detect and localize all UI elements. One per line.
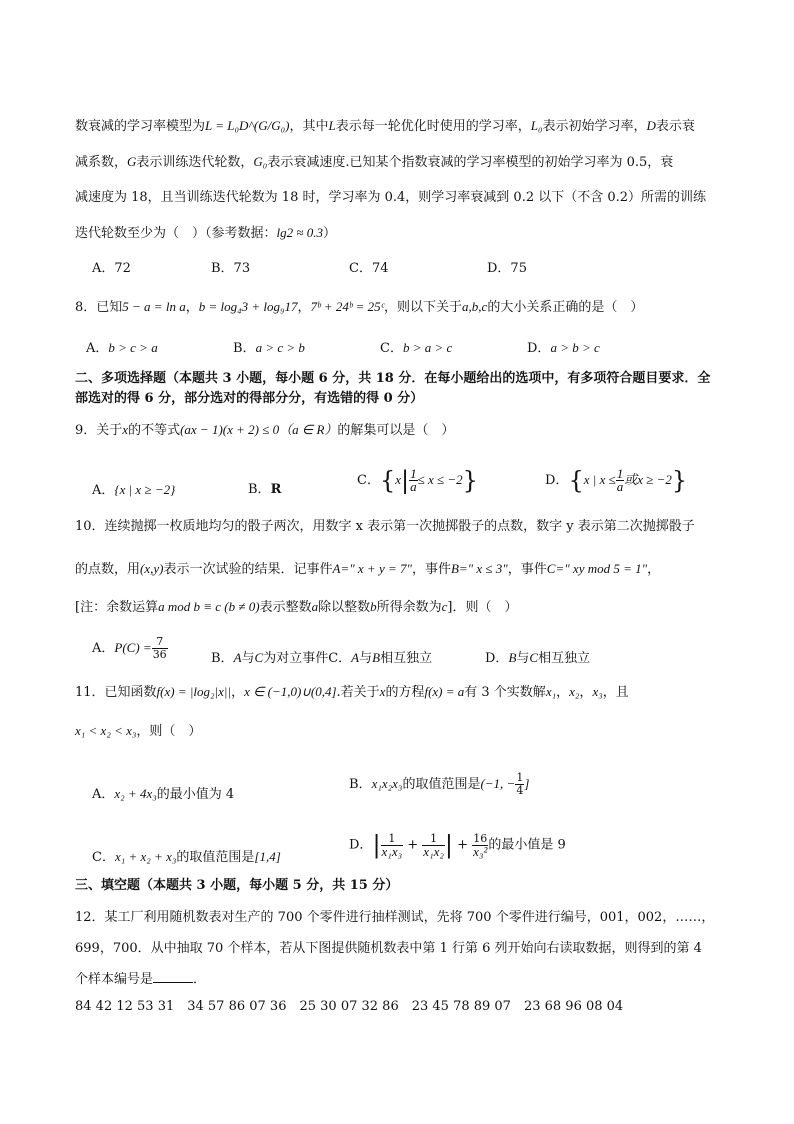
q7-text: 表示衰 bbox=[655, 119, 695, 134]
option-text: 的取值范围是 bbox=[176, 850, 255, 865]
q8-option-b bbox=[233, 340, 305, 357]
q7-var-D: D bbox=[646, 118, 656, 133]
abs-bar-icon: | bbox=[372, 831, 381, 859]
fraction bbox=[409, 468, 418, 493]
denominator: 36 bbox=[152, 648, 167, 661]
q10-text: 相互独立 bbox=[538, 651, 591, 666]
q10-pair: (x,y) bbox=[140, 561, 164, 576]
option-expr: x₁x₂x₃ bbox=[371, 776, 403, 791]
q11-line-1 bbox=[75, 684, 629, 701]
option-expr: a > c > b bbox=[255, 340, 305, 355]
q7-text: 数衰减的学习率模型为 bbox=[75, 119, 206, 134]
q12-line-3 bbox=[75, 970, 206, 988]
q11-text: ，且 bbox=[602, 685, 629, 700]
q10-option-d bbox=[485, 650, 590, 667]
numerator: 1 bbox=[616, 466, 624, 481]
denominator: x₃² bbox=[473, 843, 488, 859]
q7-option-a: A．72 bbox=[92, 261, 131, 276]
option-expr: P(C) = bbox=[114, 640, 152, 655]
q10-option-a bbox=[92, 632, 168, 665]
q11-order: x₁ < x₂ < x₃ bbox=[75, 723, 137, 738]
q10-text: ， bbox=[647, 562, 661, 577]
option-expr: x₂ + 4x₃ bbox=[114, 786, 157, 801]
q10-text: ]．则（ ） bbox=[447, 600, 518, 615]
option-expr: ≤ x ≤ −2 bbox=[417, 472, 463, 487]
q9-condition: （a ∈ R） bbox=[279, 422, 338, 437]
q11-text: 11．已知函数 bbox=[75, 685, 157, 700]
option-label: A． bbox=[92, 483, 115, 498]
q8-option-c bbox=[380, 340, 452, 357]
section-2-heading-line-2: 部选对的得 6 分，部分选对的得部分分，有选错的得 0 分） bbox=[75, 391, 424, 406]
q9-var-x: x bbox=[122, 422, 129, 437]
fraction bbox=[472, 833, 488, 858]
q7-line-4 bbox=[75, 225, 336, 242]
q7-var-G: G bbox=[127, 154, 137, 169]
q7-text: ） bbox=[323, 226, 337, 241]
event-a: A bbox=[351, 650, 360, 665]
q10-event-a: A=" x + y = 7" bbox=[332, 561, 412, 576]
q11-option-b bbox=[349, 766, 529, 803]
brace-left-icon: { bbox=[379, 466, 396, 495]
q11-text: .若关于 bbox=[336, 685, 380, 700]
q9-text: 的不等式 bbox=[128, 423, 181, 438]
option-text: 的取值范围是 bbox=[402, 777, 481, 792]
q7-formula-decay: L = L₀D^(G/G₀) bbox=[205, 118, 290, 133]
option-label: A． bbox=[92, 641, 115, 656]
option-label: D． bbox=[527, 341, 551, 356]
option-label: C． bbox=[92, 850, 115, 865]
option-label: A． bbox=[92, 787, 115, 802]
q9-option-d bbox=[545, 462, 687, 499]
q7-option-b: B．73 bbox=[211, 261, 251, 276]
q7-var-L: L bbox=[328, 118, 336, 133]
q8-stem bbox=[75, 299, 643, 316]
brace-left-icon: { bbox=[568, 466, 584, 495]
q11-text: ， bbox=[231, 685, 245, 700]
q12-line-1: 12．某工厂利用随机数表对生产的 700 个零件进行抽样测试，先将 700 个零件进行编号，001，002，……， bbox=[75, 910, 715, 925]
q10-var-b: b bbox=[370, 599, 377, 614]
section-3-heading: 三、填空题（本题共 3 小题，每小题 5 分，共 15 分） bbox=[75, 878, 399, 893]
q10-mod-expr: a mod b ≡ c (b ≠ 0) bbox=[158, 599, 260, 614]
q11-line-2 bbox=[75, 723, 201, 740]
q7-line-3: 减速度为 18，且当训练迭代轮数为 18 时，学习率为 0.4，则学习率衰减到 0.2 以下（不含 0.2）所需的训练 bbox=[75, 190, 707, 205]
option-label: B． bbox=[233, 341, 256, 356]
q8-eq-3: 7ᵇ + 24ᵇ = 25ᶜ bbox=[310, 299, 385, 314]
fraction bbox=[152, 636, 168, 661]
option-expr: x₁ + x₂ + x₃ bbox=[114, 849, 177, 864]
option-text: 的最小值是 9 bbox=[488, 837, 566, 853]
fraction bbox=[422, 833, 445, 858]
q8-eq-2: b = log₄3 + log₉17 bbox=[198, 299, 298, 314]
q10-text: [注：余数运算 bbox=[75, 600, 159, 615]
q9-text: 9．关于 bbox=[75, 423, 123, 438]
q8-number: 8．已知 bbox=[75, 300, 123, 315]
brace-right-icon: } bbox=[462, 466, 478, 495]
q8-text: ，则以下关于 bbox=[384, 300, 463, 315]
event-c: C bbox=[254, 650, 264, 665]
numerator: 1 bbox=[381, 833, 404, 846]
fraction bbox=[616, 468, 625, 493]
q10-text: 表示一次试验的结果．记事件 bbox=[163, 562, 333, 577]
q10-line-2 bbox=[75, 561, 660, 578]
q8-eq-1: 5 − a = ln a bbox=[122, 299, 186, 314]
q8-option-a bbox=[86, 340, 158, 357]
q10-line-3 bbox=[75, 599, 517, 616]
option-expr: 或x ≥ −2 bbox=[624, 472, 672, 487]
q11-var: x₂ bbox=[569, 684, 580, 699]
q7-text: 表示衰减速度.已知某个指数衰减的学习率模型的初始学习率为 0.5，衰 bbox=[267, 155, 674, 170]
option-label: D． bbox=[349, 837, 373, 853]
option-expr: a > b > c bbox=[550, 340, 600, 355]
option-expr: b > c > a bbox=[108, 340, 158, 355]
q12-text: ． bbox=[193, 972, 207, 987]
q10-text: 表示整数 bbox=[259, 600, 312, 615]
q11-var: x₁ bbox=[545, 684, 557, 699]
q7-var-G0: G₀ bbox=[253, 154, 268, 169]
section-2-heading-line-1: 二、多项选择题（本题共 3 小题，每小题 6 分，共 18 分．在每小题给出的选项中，有多项符合题目要求．全 bbox=[75, 371, 711, 386]
q10-text: ，事件 bbox=[411, 562, 451, 577]
option-expr: x | x ≤ bbox=[583, 472, 616, 487]
event-b: B bbox=[372, 650, 381, 665]
q7-line-2 bbox=[75, 154, 673, 171]
q7-text: 迭代轮数至少为（ ）（参考数据： bbox=[75, 226, 277, 241]
option-label: C． bbox=[380, 341, 403, 356]
q7-text: 表示训练迭代轮数， bbox=[136, 155, 254, 170]
q10-text: ，事件 bbox=[507, 562, 547, 577]
q11-var: x₃ bbox=[592, 684, 603, 699]
abs-bar-icon: | bbox=[444, 831, 453, 859]
bar-icon: | bbox=[401, 466, 410, 495]
q11-text: ，则（ ） bbox=[136, 724, 202, 739]
option-label: B． bbox=[248, 482, 271, 497]
q7-text: 表示初始学习率， bbox=[542, 119, 647, 134]
denominator: 4 bbox=[516, 784, 524, 797]
q10-text: 与 bbox=[241, 651, 255, 666]
option-label: B． bbox=[349, 777, 372, 792]
q7-line-1 bbox=[75, 118, 695, 135]
q9-option-b bbox=[248, 482, 281, 498]
event-a: A bbox=[233, 650, 242, 665]
option-expr: b > a > c bbox=[402, 340, 453, 355]
q8-vars: a,b,c bbox=[462, 299, 488, 314]
q9-inequality: (ax − 1)(x + 2) ≤ 0 bbox=[180, 422, 280, 437]
option-label: D． bbox=[545, 473, 569, 488]
fraction bbox=[381, 833, 404, 858]
q10-options-bcd bbox=[211, 650, 432, 667]
event-b: B bbox=[508, 650, 517, 665]
q7-text: 减系数， bbox=[75, 155, 128, 170]
fraction bbox=[515, 772, 524, 797]
q11-domain: x ∈ (−1,0)∪(0,4] bbox=[244, 684, 337, 699]
denominator: x₁x₂ bbox=[423, 843, 444, 859]
q11-option-d: D．| $\frac{1}{\text{x₁x₃}}$ + $\frac{1}{\text{x₁x₂}}$ | + $\frac{16}{\text{x₃²}}$ 的最小值是 9 bbox=[349, 831, 566, 859]
q10-text: 所得余数为 bbox=[376, 600, 442, 615]
q7-option-d: D．75 bbox=[487, 261, 527, 276]
q10-text: 与 bbox=[516, 651, 530, 666]
q9-text: 的解集可以是（ ） bbox=[337, 423, 455, 438]
q10-text: 为对立事件C． bbox=[263, 651, 352, 666]
option-text: 的最小值为 4 bbox=[156, 787, 235, 802]
q11-text: ， bbox=[579, 685, 593, 700]
q10-text: 的点数，用 bbox=[75, 562, 141, 577]
numerator: 1 bbox=[410, 466, 417, 481]
q9-option-a bbox=[92, 482, 175, 499]
numerator: 1 bbox=[516, 771, 524, 784]
q10-text: 相互独立 bbox=[380, 651, 433, 666]
q11-text: ， bbox=[556, 685, 570, 700]
answer-blank[interactable] bbox=[153, 970, 193, 983]
option-expr: x bbox=[395, 472, 402, 487]
range-open: (−1, − bbox=[480, 776, 516, 791]
random-number-table: 84 42 12 53 31 34 57 86 07 36 25 30 07 32 86 23 45 78 89 07 23 68 96 08 04 bbox=[75, 999, 624, 1014]
q11-function: f(x) = |log₂|x|| bbox=[156, 684, 232, 699]
q7-reference-data: lg2 ≈ 0.3 bbox=[276, 225, 324, 240]
option-range: [1,4] bbox=[254, 849, 281, 864]
option-expr: R bbox=[270, 482, 282, 497]
q7-option-c: C．74 bbox=[349, 261, 389, 276]
q7-text: ，其中 bbox=[289, 119, 329, 134]
q8-sep: ， bbox=[297, 300, 311, 315]
event-c: C bbox=[529, 650, 539, 665]
q11-option-c bbox=[92, 849, 281, 866]
q10-line-1: 10．连续抛掷一枚质地均匀的骰子两次，用数字 x 表示第一次抛掷骰子的点数，数字 y 表示第二次抛掷骰子 bbox=[75, 519, 695, 534]
q10-text: 与 bbox=[359, 651, 373, 666]
q10-text: 除以整数 bbox=[318, 600, 371, 615]
option-label: C． bbox=[357, 473, 380, 488]
q8-option-d bbox=[527, 340, 600, 357]
q7-text: 表示每一轮优化时使用的学习率， bbox=[335, 119, 531, 134]
brace-right-icon: } bbox=[671, 466, 688, 495]
option-label: B． bbox=[211, 651, 234, 666]
option-label: D． bbox=[485, 651, 509, 666]
denominator: x₁x₃ bbox=[381, 843, 403, 859]
q9-option-c bbox=[357, 462, 478, 499]
q10-var-c: c bbox=[441, 599, 448, 614]
q12-line-2: 699，700．从中抽取 70 个样本，若从下图提供随机数表中第 1 行第 6 列开始向右读取数据，则得到的第 4 bbox=[75, 941, 702, 956]
q10-event-b: B=" x ≤ 3" bbox=[450, 561, 508, 576]
range-close: ] bbox=[524, 776, 530, 791]
q11-text: 有 3 个实数解 bbox=[464, 685, 546, 700]
numerator: 16 bbox=[473, 831, 488, 845]
numerator: 7 bbox=[152, 636, 168, 649]
option-expr: {x | x ≥ −2} bbox=[114, 482, 176, 497]
option-label: A． bbox=[86, 341, 109, 356]
denominator: a bbox=[616, 479, 624, 494]
q11-text: 的方程 bbox=[385, 685, 425, 700]
q11-var-x: x bbox=[379, 684, 386, 699]
q7-var-L0: L₀ bbox=[530, 118, 543, 133]
q11-equation: f(x) = a bbox=[424, 684, 465, 699]
q10-var-a: a bbox=[311, 599, 319, 614]
q8-text: 的大小关系正确的是（ ） bbox=[487, 300, 644, 315]
q11-option-a bbox=[92, 786, 234, 803]
numerator: 1 bbox=[422, 833, 445, 846]
q9-stem bbox=[75, 422, 454, 439]
q10-event-c: C=" xy mod 5 = 1" bbox=[546, 561, 648, 576]
q12-text: 个样本编号是 bbox=[75, 972, 154, 987]
denominator: a bbox=[410, 479, 417, 494]
q8-sep: ， bbox=[185, 300, 199, 315]
